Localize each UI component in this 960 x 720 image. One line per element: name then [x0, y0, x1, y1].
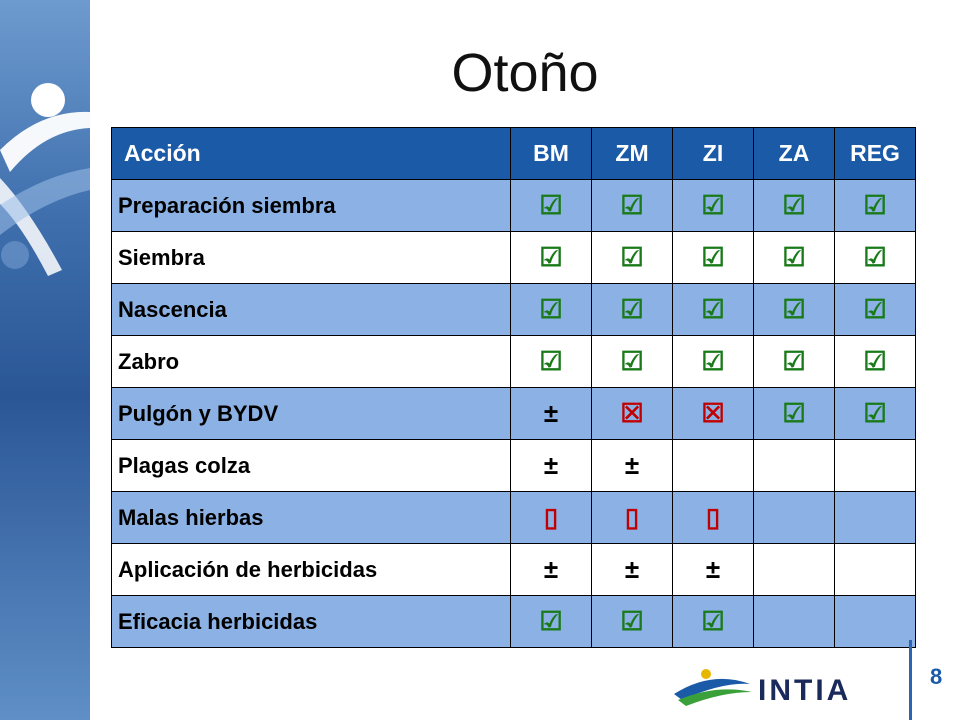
row-label: Pulgón y BYDV [112, 388, 511, 440]
status-cell [592, 336, 673, 388]
empty-cell [673, 440, 754, 492]
header-bm: BM [511, 128, 592, 180]
status-cell [592, 596, 673, 648]
check-icon: ☑ [539, 190, 563, 220]
check-icon: ☑ [782, 190, 806, 220]
status-cell [511, 440, 592, 492]
logo-text: INTIA [758, 674, 852, 707]
empty-cell [835, 544, 916, 596]
status-cell [511, 492, 592, 544]
status-cell [673, 492, 754, 544]
figure-swoosh-shape [0, 168, 90, 235]
status-cell [592, 440, 673, 492]
header-za: ZA [754, 128, 835, 180]
status-cell [511, 596, 592, 648]
check-icon: ☑ [539, 606, 563, 636]
table-row [112, 596, 916, 648]
check-icon: ☑ [863, 346, 887, 376]
plusminus-icon: ± [543, 450, 559, 480]
status-cell [511, 180, 592, 232]
status-cell [673, 544, 754, 596]
status-cell [835, 180, 916, 232]
check-icon: ☑ [701, 242, 725, 272]
status-cell [673, 596, 754, 648]
row-label: Siembra [112, 232, 511, 284]
unknown-icon: ▯ [705, 502, 721, 532]
status-cell [511, 284, 592, 336]
status-cell [835, 284, 916, 336]
row-label: Eficacia herbicidas [112, 596, 511, 648]
status-cell [673, 388, 754, 440]
status-cell [835, 336, 916, 388]
cross-icon: ☒ [701, 398, 725, 428]
row-label: Malas hierbas [112, 492, 511, 544]
row-label: Nascencia [112, 284, 511, 336]
plusminus-icon: ± [543, 554, 559, 584]
plusminus-icon: ± [543, 398, 559, 428]
check-icon: ☑ [782, 398, 806, 428]
action-table [111, 127, 916, 648]
check-icon: ☑ [782, 294, 806, 324]
figure-decor-circle [1, 241, 29, 269]
table-row [112, 440, 916, 492]
cross-icon: ☒ [620, 398, 644, 428]
header-zi: ZI [673, 128, 754, 180]
status-cell [592, 388, 673, 440]
status-cell [592, 232, 673, 284]
check-icon: ☑ [863, 190, 887, 220]
empty-cell [835, 440, 916, 492]
status-cell [511, 544, 592, 596]
plusminus-icon: ± [624, 450, 640, 480]
empty-cell [754, 440, 835, 492]
status-cell [592, 492, 673, 544]
row-label: Zabro [112, 336, 511, 388]
figure-head-shape [31, 83, 65, 117]
table-row [112, 544, 916, 596]
check-icon: ☑ [863, 294, 887, 324]
table-row [112, 232, 916, 284]
check-icon: ☑ [620, 294, 644, 324]
check-icon: ☑ [701, 294, 725, 324]
check-icon: ☑ [539, 346, 563, 376]
check-icon: ☑ [782, 346, 806, 376]
status-cell [673, 284, 754, 336]
empty-cell [754, 492, 835, 544]
status-cell [511, 388, 592, 440]
check-icon: ☑ [701, 346, 725, 376]
check-icon: ☑ [701, 606, 725, 636]
table-row [112, 180, 916, 232]
status-cell [511, 336, 592, 388]
header-accion: Acción [112, 128, 511, 180]
status-cell [754, 232, 835, 284]
unknown-icon: ▯ [624, 502, 640, 532]
status-cell [673, 336, 754, 388]
check-icon: ☑ [620, 242, 644, 272]
empty-cell [835, 596, 916, 648]
table-header-row [112, 128, 916, 180]
footer-divider [909, 640, 912, 720]
status-cell [754, 180, 835, 232]
header-zm: ZM [592, 128, 673, 180]
plusminus-icon: ± [705, 554, 721, 584]
status-cell [673, 232, 754, 284]
check-icon: ☑ [863, 398, 887, 428]
status-cell [592, 544, 673, 596]
status-cell [592, 180, 673, 232]
table-row [112, 284, 916, 336]
status-cell [511, 232, 592, 284]
plusminus-icon: ± [624, 554, 640, 584]
status-cell [754, 388, 835, 440]
check-icon: ☑ [539, 242, 563, 272]
check-icon: ☑ [782, 242, 806, 272]
empty-cell [754, 596, 835, 648]
sidebar-figure-graphic [0, 0, 90, 720]
decorative-sidebar [0, 0, 90, 720]
check-icon: ☑ [701, 190, 725, 220]
status-cell [754, 336, 835, 388]
header-reg: REG [835, 128, 916, 180]
row-label: Aplicación de herbicidas [112, 544, 511, 596]
empty-cell [835, 492, 916, 544]
check-icon: ☑ [620, 346, 644, 376]
check-icon: ☑ [620, 606, 644, 636]
page-number: 8 [930, 664, 943, 689]
intia-logo-graphic [672, 660, 882, 710]
unknown-icon: ▯ [543, 502, 559, 532]
status-cell [754, 284, 835, 336]
status-cell [835, 232, 916, 284]
check-icon: ☑ [620, 190, 644, 220]
row-label: Preparación siembra [112, 180, 511, 232]
table-row [112, 388, 916, 440]
row-label: Plagas colza [112, 440, 511, 492]
check-icon: ☑ [863, 242, 887, 272]
check-icon: ☑ [539, 294, 563, 324]
table-row [112, 336, 916, 388]
status-cell [592, 284, 673, 336]
status-cell [673, 180, 754, 232]
table-row [112, 492, 916, 544]
slide-title: Otoño [451, 43, 599, 103]
logo-dot [701, 669, 711, 679]
intia-logo [672, 660, 882, 715]
figure-arm-shape [0, 112, 90, 172]
empty-cell [754, 544, 835, 596]
status-cell [835, 388, 916, 440]
